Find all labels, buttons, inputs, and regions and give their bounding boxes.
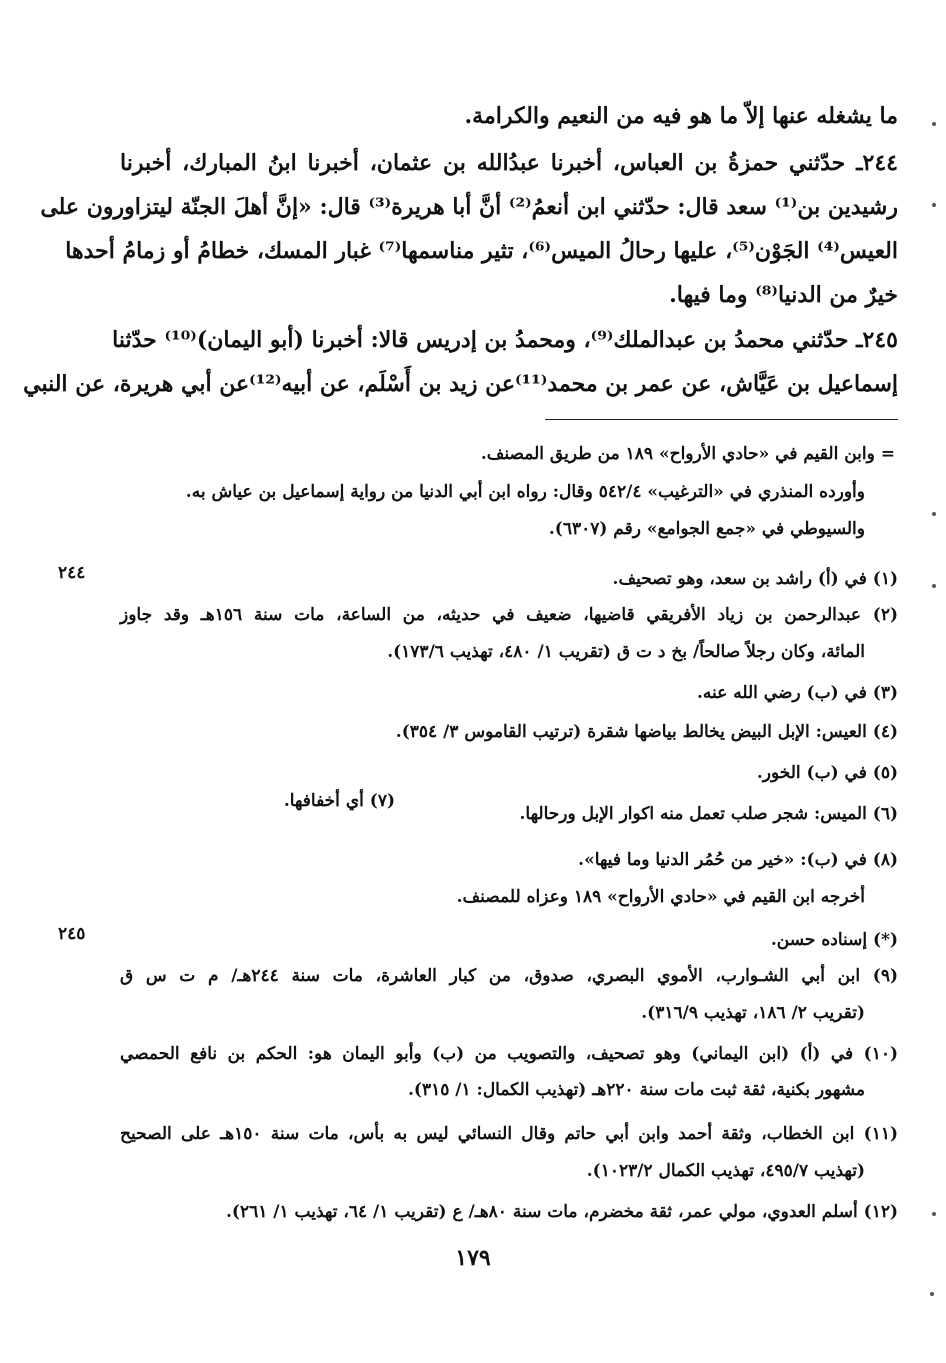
- footnote-line: (٢) عبدالرحمن بن زياد الأفريقي قاضيها، ضعيف في حديثه، من الساعة، مات سنة ١٥٦هـ وقد جاوز: [120, 605, 898, 625]
- main-text-line: ٢٤٤ـ حدّثني حمزةُ بن العباس، أخبرنا عبدُالله بن عثمان، أخبرنا ابنُ المبارك، أخبرنا: [120, 150, 898, 176]
- footnote-line: (٨) في (ب): «خير من حُمُر الدنيا وما فيها».: [578, 850, 898, 870]
- footnote-line: وأورده المنذري في «الترغيب» ٥٤٢/٤ وقال: رواه ابن أبي الدنيا من رواية إسماعيل بن عياش به.: [185, 482, 865, 502]
- footnote-line: (٥) في (ب) الخور.: [756, 763, 898, 783]
- footnote-line: (٤) العيس: الإبل البيض يخالط بياضها شقرة (ترتيب القاموس ٣/ ٣٥٤).: [395, 722, 898, 742]
- footnote-separator: [545, 419, 898, 420]
- footnote-line: مشهور بكنية، ثقة ثبت مات سنة ٢٢٠هـ (تهذيب الكمال: ١/ ٣١٥).: [407, 1080, 865, 1100]
- footnote-line: (١١) ابن الخطاب، وثقة أحمد وابن أبي حاتم وقال النسائي ليس به بأس، مات سنة ١٥٠هـ على الصحيح: [120, 1124, 898, 1144]
- page-number: ١٧٩: [455, 1245, 491, 1271]
- main-text-line: ما يشغله عنها إلاّ ما هو فيه من النعيم والكرامة.: [464, 103, 898, 129]
- footnote-line: أخرجه ابن القيم في «حادي الأرواح» ١٨٩ وعزاه للمصنف.: [456, 887, 865, 907]
- footnote-line: والسيوطي في «جمع الجوامع» رقم (٦٣٠٧).: [548, 519, 865, 539]
- scan-speck: [932, 122, 936, 126]
- main-text-line: رشيدين بن⁽¹⁾ سعد قال: حدّثني ابن أنعمُ⁽²⁾ أنَّ أبا هريرة⁽³⁾ قال: «إنَّ أهلَ الجنّة ليتزاورون على: [40, 194, 898, 220]
- margin-number: ٢٤٤: [58, 563, 86, 583]
- footnote-line: (٣) في (ب) رضي الله عنه.: [697, 683, 898, 703]
- main-text-line: ٢٤٥ـ حدّثني محمدُ بن عبدالملك⁽⁹⁾، ومحمدُ بن إدريس قالا: أخبرنا (أبو اليمان)⁽¹⁰⁾ حدّثنا: [112, 327, 898, 353]
- scan-speck: [932, 203, 936, 207]
- scan-speck: [930, 1292, 934, 1296]
- footnote-line: (٧) أي أخفافها.: [283, 791, 395, 811]
- scan-speck: [932, 584, 936, 588]
- footnote-line: (٦) الميس: شجر صلب تعمل منه اكوار الإبل ورحالها.: [519, 804, 898, 824]
- main-text-line: خيرٌ من الدنيا⁽⁸⁾ وما فيها.: [669, 282, 898, 308]
- scan-speck: [932, 512, 936, 516]
- main-text-line: العيس⁽⁴⁾ الجَوْن⁽⁵⁾، عليها رحالُ الميس⁽⁶⁾، تثير مناسمها⁽⁷⁾ غبار المسك، خطامُ أو زمامُ أحدها: [65, 238, 898, 264]
- footnote-line: (١) في (أ) راشد بن سعد، وهو تصحيف.: [612, 569, 898, 589]
- footnote-line: = وابن القيم في «حادي الأرواح» ١٨٩ من طريق المصنف.: [480, 444, 895, 464]
- footnote-line: (تقريب ٢/ ١٨٦، تهذيب ٣١٦/٩).: [641, 1003, 865, 1023]
- footnote-line: (تهذيب ٤٩٥/٧، تهذيب الكمال ١٠٢٣/٢).: [586, 1161, 865, 1181]
- footnote-line: (٩) ابن أبي الشـوارب، الأموي البصري، صدوق، من كبار العاشرة، مات سنة ٢٤٤هـ/ م ت س ق: [120, 966, 898, 986]
- scan-speck: [932, 1212, 936, 1216]
- margin-number: ٢٤٥: [58, 924, 86, 944]
- footnote-line: (١٠) في (أ) (ابن اليماني) وهو تصحيف، والتصويب من (ب) وأبو اليمان هو: الحكم بن نافع الحمصي: [120, 1044, 898, 1064]
- footnote-line: (*) إسناده حسن.: [770, 930, 898, 950]
- footnote-line: المائة، وكان رجلاً صالحاً/ بخ د ت ق (تقريب ١/ ٤٨٠، تهذيب ١٧٣/٦).: [387, 642, 865, 662]
- main-text-line: إسماعيل بن عَيَّاش، عن عمر بن محمد⁽¹¹⁾عن زيد بن أَسْلَم، عن أبيه⁽¹²⁾عن أبي هريرة، عن النبي: [23, 371, 898, 397]
- footnote-line: (١٢) أسلم العدوي، مولي عمر، ثقة مخضرم، مات سنة ٨٠هـ/ ع (تقريب ١/ ٦٤، تهذيب ١/ ٢٦١).: [225, 1202, 898, 1222]
